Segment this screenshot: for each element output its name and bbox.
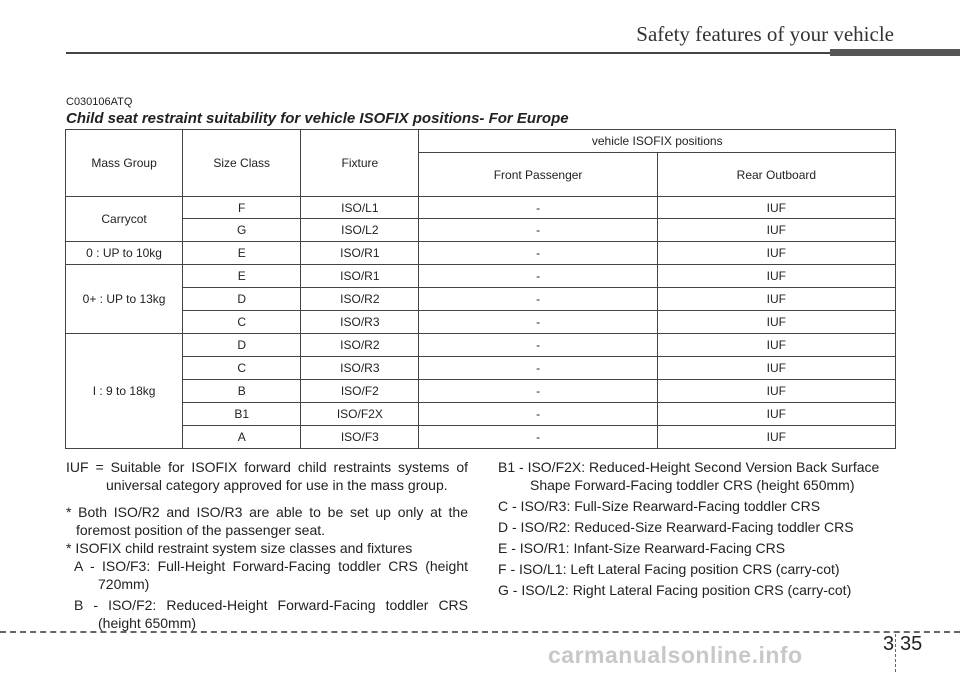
- front-passenger-cell: -: [419, 311, 657, 334]
- table-row: [66, 334, 896, 357]
- table-row: [66, 242, 896, 265]
- front-passenger-cell: -: [419, 357, 657, 380]
- size-class-cell: C: [183, 357, 301, 380]
- rear-outboard-cell: IUF: [657, 288, 895, 311]
- fixture-cell: ISO/R3: [301, 357, 419, 380]
- size-class-cell: G: [183, 219, 301, 242]
- rear-outboard-cell: IUF: [657, 311, 895, 334]
- size-class-cell: D: [183, 334, 301, 357]
- header-divider: [66, 52, 830, 54]
- header-rear-outboard: Rear Outboard: [657, 153, 895, 197]
- header-mass-group: Mass Group: [66, 130, 183, 197]
- fixture-cell: ISO/L2: [301, 219, 419, 242]
- size-class-cell: B: [183, 380, 301, 403]
- fixture-cell: ISO/R3: [301, 311, 419, 334]
- size-class-cell: F: [183, 197, 301, 219]
- header-accent-bar: [830, 49, 960, 56]
- fixture-cell: ISO/R2: [301, 334, 419, 357]
- front-passenger-cell: -: [419, 288, 657, 311]
- size-class-g: G - ISO/L2: Right Lateral Facing position CRS (carry-cot): [498, 582, 852, 598]
- header-fixture: Fixture: [301, 130, 419, 197]
- rear-outboard-cell: IUF: [657, 219, 895, 242]
- size-class-e: E - ISO/R1: Infant-Size Rearward-Facing CRS: [498, 540, 786, 556]
- table-row: [66, 380, 896, 403]
- watermark: carmanualsonline.info: [548, 642, 803, 668]
- rear-outboard-cell: IUF: [657, 265, 895, 288]
- table-header-row: [66, 130, 896, 153]
- size-class-cell: B1: [183, 403, 301, 426]
- rear-outboard-cell: IUF: [657, 197, 895, 219]
- table-row: [66, 288, 896, 311]
- page-header-title: Safety features of your vehicle: [636, 22, 894, 46]
- iuf-definition: IUF = Suitable for ISOFIX forward child restraints systems of universal category approved for use in the mass group.: [66, 459, 468, 493]
- mass-group-cell: 0+ : UP to 13kg: [66, 265, 183, 334]
- notes-right-column: [498, 458, 898, 599]
- note-iso-r2-r3: * Both ISO/R2 and ISO/R3 are able to be set up only at the foremost position of the passenger seat.: [66, 504, 468, 538]
- fixture-cell: ISO/R2: [301, 288, 419, 311]
- front-passenger-cell: -: [419, 334, 657, 357]
- notes-left-column: [66, 458, 468, 632]
- table-row: [66, 426, 896, 449]
- table-row: [66, 403, 896, 426]
- note-size-classes: * ISOFIX child restraint system size classes and fixtures: [66, 540, 413, 556]
- mass-group-cell: I : 9 to 18kg: [66, 334, 183, 449]
- table-row: [66, 357, 896, 380]
- header-size-class: Size Class: [183, 130, 301, 197]
- rear-outboard-cell: IUF: [657, 380, 895, 403]
- fixture-cell: ISO/R1: [301, 242, 419, 265]
- rear-outboard-cell: IUF: [657, 403, 895, 426]
- section-heading: Child seat restraint suitability for vehicle ISOFIX positions- For Europe: [66, 110, 569, 127]
- size-class-d: D - ISO/R2: Reduced-Size Rearward-Facing toddler CRS: [498, 519, 854, 535]
- mass-group-cell: Carrycot: [66, 197, 183, 242]
- front-passenger-cell: -: [419, 265, 657, 288]
- table-row: [66, 219, 896, 242]
- chapter-number: 3: [883, 633, 895, 655]
- size-class-a: A - ISO/F3: Full-Height Forward-Facing toddler CRS (height 720mm): [74, 558, 468, 592]
- fixture-cell: ISO/L1: [301, 197, 419, 219]
- front-passenger-cell: -: [419, 426, 657, 449]
- page-number: 35: [900, 633, 923, 655]
- header-front-passenger: Front Passenger: [419, 153, 657, 197]
- rear-outboard-cell: IUF: [657, 357, 895, 380]
- front-passenger-cell: -: [419, 380, 657, 403]
- rear-outboard-cell: IUF: [657, 334, 895, 357]
- isofix-suitability-table: [65, 129, 896, 449]
- rear-outboard-cell: IUF: [657, 242, 895, 265]
- footer-divider: [0, 631, 960, 633]
- header-isofix-positions: vehicle ISOFIX positions: [419, 130, 896, 153]
- page-number-separator: [895, 634, 897, 672]
- size-class-cell: A: [183, 426, 301, 449]
- fixture-cell: ISO/F3: [301, 426, 419, 449]
- fixture-cell: ISO/F2: [301, 380, 419, 403]
- front-passenger-cell: -: [419, 403, 657, 426]
- section-code: C030106ATQ: [66, 96, 133, 108]
- size-class-b: B - ISO/F2: Reduced-Height Forward-Facing toddler CRS (height 650mm): [74, 597, 468, 631]
- size-class-c: C - ISO/R3: Full-Size Rearward-Facing toddler CRS: [498, 498, 821, 514]
- size-class-cell: C: [183, 311, 301, 334]
- fixture-cell: ISO/F2X: [301, 403, 419, 426]
- rear-outboard-cell: IUF: [657, 426, 895, 449]
- size-class-cell: E: [183, 242, 301, 265]
- table-row: [66, 265, 896, 288]
- size-class-b1: B1 - ISO/F2X: Reduced-Height Second Version Back Surface Shape Forward-Facing toddler CRS (height 650mm): [498, 459, 880, 493]
- size-class-cell: E: [183, 265, 301, 288]
- front-passenger-cell: -: [419, 197, 657, 219]
- size-class-cell: D: [183, 288, 301, 311]
- fixture-cell: ISO/R1: [301, 265, 419, 288]
- table-row: [66, 311, 896, 334]
- mass-group-cell: 0 : UP to 10kg: [66, 242, 183, 265]
- front-passenger-cell: -: [419, 242, 657, 265]
- table-row: [66, 197, 896, 219]
- front-passenger-cell: -: [419, 219, 657, 242]
- size-class-f: F - ISO/L1: Left Lateral Facing position CRS (carry-cot): [498, 561, 840, 577]
